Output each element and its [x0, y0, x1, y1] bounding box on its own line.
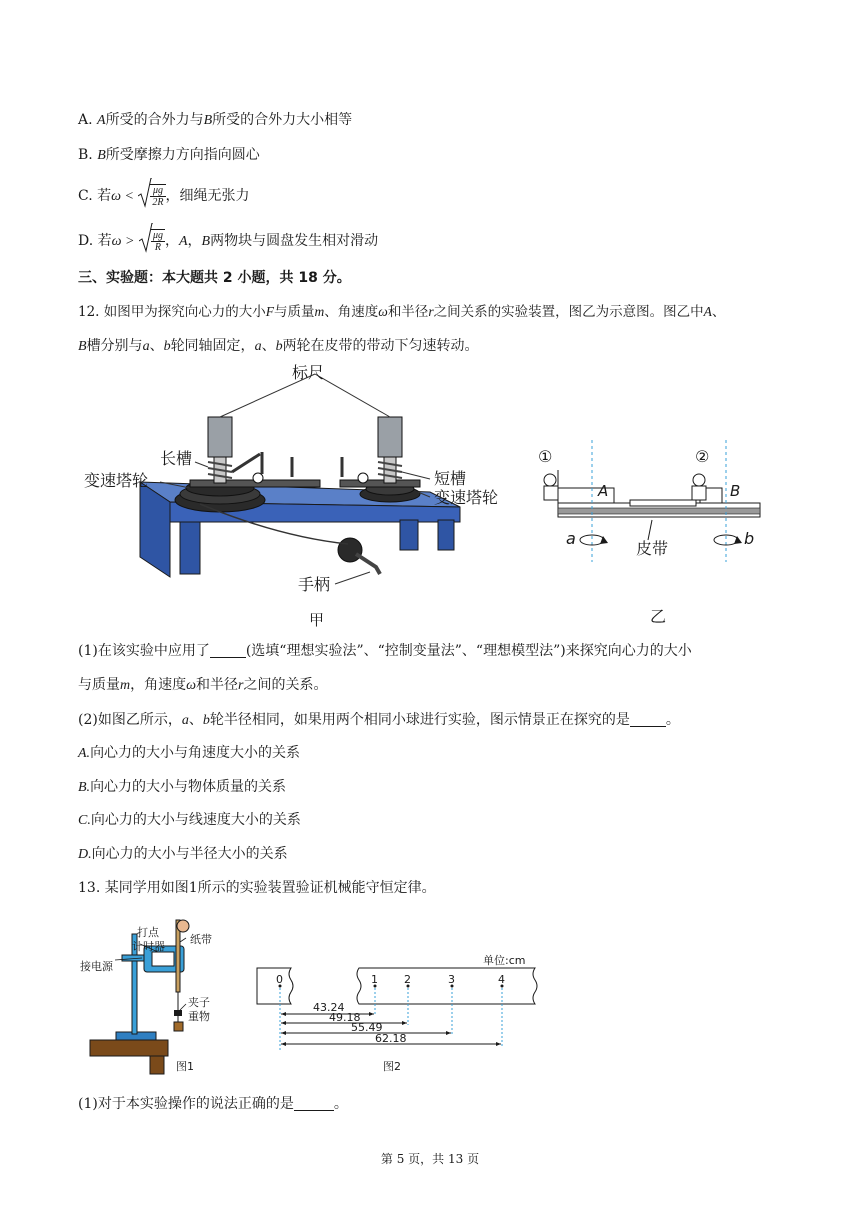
label-distance-3: 55.49 — [351, 1021, 383, 1034]
q12-stem-line2: B槽分别与a、b轮同轴固定，a、b两轮在皮带的带动下匀速转动。 — [78, 338, 479, 354]
label-point-4: 4 — [498, 973, 505, 986]
label-point-2: 2 — [404, 973, 411, 986]
q12-sub1-line2: 与质量m，角速度ω和半径r之间的关系。 — [78, 677, 328, 693]
label-distance-1: 43.24 — [313, 1001, 345, 1014]
label-circled-2: ② — [695, 447, 710, 466]
choice-a: A.向心力的大小与角速度大小的关系 — [78, 745, 301, 761]
label-slot-a: A — [598, 482, 609, 500]
label-circled-1: ① — [538, 447, 553, 466]
sqrt-expression: $\frac{\mu g}{R}$ — [139, 229, 165, 253]
label-wheel-b: b — [744, 529, 755, 548]
label-duancao: 短槽 — [434, 469, 467, 488]
choice-c: C.向心力的大小与线速度大小的关系 — [78, 812, 301, 828]
q13-sub1: (1)对于本实验操作的说法正确的是 。 — [78, 1096, 348, 1112]
section-heading: 三、实验题：本大题共 2 小题，共 18 分。 — [78, 270, 351, 286]
page-footer: 第 5 页，共 13 页 — [380, 1152, 480, 1166]
label-unit: 单位:cm — [483, 954, 526, 967]
figure-yi — [530, 440, 770, 632]
label-shoubing: 手柄 — [298, 575, 331, 594]
q12-sub1-line1: (1)在该实验中应用了 (选填“理想实验法”、“控制变量法”、“理想模型法”)来探究向心力的大小 — [78, 643, 692, 659]
label-jiazi: 夹子 — [188, 996, 210, 1009]
label-point-3: 3 — [448, 973, 455, 986]
figure-1 — [80, 912, 250, 1076]
label-biansu-right: 变速塔轮 — [434, 488, 499, 507]
label-zhongwu: 重物 — [188, 1010, 210, 1023]
answer-blank[interactable] — [210, 643, 246, 658]
label-biansu-left: 变速塔轮 — [84, 471, 149, 490]
label-biaochi: 标尺 — [292, 363, 325, 382]
caption-fig1: 图1 — [176, 1060, 194, 1073]
caption-fig2: 图2 — [383, 1060, 401, 1073]
q12-stem-line1: 12. 如图甲为探究向心力的大小F与质量m、角速度ω和半径r之间关系的实验装置，图乙为示意图。图乙中A、 — [78, 304, 726, 320]
label-distance-2: 49.18 — [329, 1011, 361, 1024]
label-pidai: 皮带 — [636, 539, 669, 558]
option-c: C. 若ω < $\frac{\mu g}{2R}$ ，细绳无张力 — [78, 184, 250, 208]
option-b: B. B所受摩擦力方向指向圆心 — [78, 147, 260, 163]
choice-d: D.向心力的大小与半径大小的关系 — [78, 846, 288, 862]
label-slot-b: B — [730, 482, 741, 500]
option-a: A. A所受的合外力与B所受的合外力大小相等 — [78, 112, 353, 128]
label-dadian: 打点 — [137, 926, 159, 939]
label-jishiqi: 计时器 — [132, 940, 165, 953]
label-point-1: 1 — [371, 973, 378, 986]
label-changcao: 长槽 — [160, 449, 193, 468]
label-point-0: 0 — [276, 973, 283, 986]
caption-yi: 乙 — [650, 607, 667, 626]
caption-jia: 甲 — [309, 611, 325, 629]
q12-sub2: (2)如图乙所示，a、b轮半径相同，如果用两个相同小球进行实验，图示情景正在探究的是 。 — [78, 712, 680, 728]
sqrt-expression: $\frac{\mu g}{2R}$ — [138, 184, 165, 208]
figure-jia — [80, 362, 520, 632]
figure-2 — [255, 950, 545, 1076]
label-wheel-a: a — [566, 529, 576, 548]
answer-blank[interactable] — [294, 1096, 334, 1111]
label-jiedianyuan: 接电源 — [80, 960, 113, 973]
label-distance-4: 62.18 — [375, 1032, 407, 1045]
label-zhidai: 纸带 — [190, 933, 212, 946]
answer-blank[interactable] — [630, 712, 666, 727]
option-d: D. 若ω > $\frac{\mu g}{R}$ ，A，B两物块与圆盘发生相对滑动 — [78, 229, 378, 253]
choice-b: B.向心力的大小与物体质量的关系 — [78, 779, 287, 795]
q13-stem: 13. 某同学用如图1所示的实验装置验证机械能守恒定律。 — [78, 880, 436, 896]
